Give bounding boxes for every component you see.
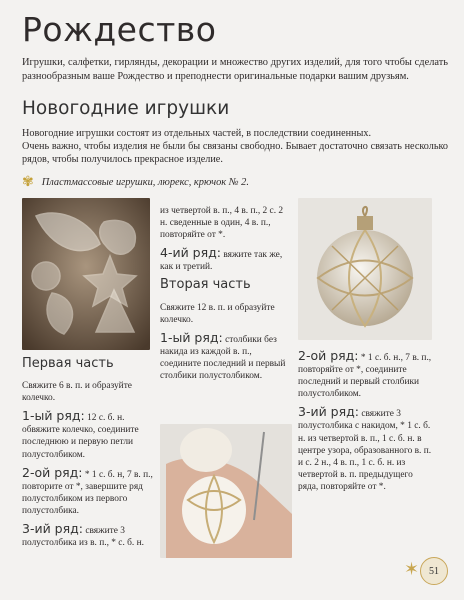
materials-text: Пластмассовые игрушки, люрекс, крючок № 2. bbox=[41, 177, 249, 188]
right-column bbox=[298, 350, 432, 499]
part1-row3-text: свяжите 3 полустолбика из в. п., * с. б. н. bbox=[22, 526, 144, 549]
part2-row3-label: 3-ий ряд: bbox=[298, 404, 359, 420]
part2-row1-text: столбики без накида из каждой в. п., соедините последний и первый столбики полустолбиком. bbox=[160, 334, 286, 382]
star-ornament-icon: ✾ bbox=[22, 175, 34, 190]
page-number-ornament: ✶ bbox=[404, 559, 420, 579]
materials-line bbox=[22, 174, 448, 191]
part1-row3-label: 3-ий ряд: bbox=[22, 521, 83, 537]
part1-row1-text: 12 с. б. н. обвяжите колечко, соедините последнюю и первую петли полустолбиком. bbox=[22, 413, 139, 460]
part2-row2-text: * 1 с. б. н., 7 в. п., повторяйте от *, соедините последний и первый столбики полустолбиком. bbox=[298, 353, 432, 400]
crocheted-ornament-photo bbox=[298, 198, 432, 340]
section-intro-line-2: Очень важно, чтобы изделия не были бы связаны свободно. Бывает достаточно связать несколько рядов, чтобы получилось прекрасное изделие. bbox=[22, 140, 448, 165]
part2-intro: Свяжите 12 в. п. и образуйте колечко. bbox=[160, 302, 275, 325]
hand-crochet-photo bbox=[160, 424, 292, 558]
part2-row2-label: 2-ой ряд: bbox=[298, 348, 359, 363]
plastic-ornaments-photo bbox=[22, 198, 150, 350]
section-intro-line-1: Новогодние игрушки состоят из отдельных частей, в последствии соединенных. bbox=[22, 128, 371, 139]
part2-heading: Вторая часть bbox=[160, 277, 251, 293]
page-number: 51 bbox=[420, 557, 448, 585]
middle-continuation-text: из четвертой в. п., 4 в. п., 2 с. 2 н. сведенные в один, 4 в. п., повторяйте от *. bbox=[160, 206, 284, 241]
middle-row4-label: 4-ий ряд: bbox=[160, 245, 221, 261]
intro-paragraph: Игрушки, салфетки, гирлянды, декорации и множество других изделий, для того чтобы сделать разнообразным ваше Рождество и преподнести оригинальные подарки вашим друзьям. bbox=[22, 57, 448, 82]
page-title: Рождество bbox=[22, 10, 217, 49]
left-column bbox=[22, 358, 154, 555]
part1-intro: Свяжите 6 в. п. и образуйте колечко. bbox=[22, 381, 132, 404]
middle-row4-text: вяжите так же, как и третий. bbox=[160, 250, 283, 273]
part1-row1-label: 1-ый ряд: bbox=[22, 408, 85, 424]
middle-column bbox=[160, 205, 290, 388]
part2-row3-text: свяжите 3 полустолбика с накидом, * 1 с. б. н. из четвертой в. п., 1 с. б. н. в центре узора, образованного в. п. и с. 2 н., 4 в. п., 1 с. б. н. из четвертой в. п. предыдущего ряда, повторяйте от *. bbox=[298, 409, 432, 492]
section-intro bbox=[22, 128, 448, 166]
section-title: Новогодние игрушки bbox=[22, 98, 230, 119]
part1-row2-text: * 1 с. б. н, 7 в. п., повторите от *, завершите ряд полустолбиком из первого полустолбика. bbox=[22, 469, 153, 516]
part1-heading: Первая часть bbox=[22, 356, 114, 371]
part1-row2-label: 2-ой ряд: bbox=[22, 464, 83, 480]
part2-row1-label: 1-ый ряд: bbox=[160, 329, 223, 345]
